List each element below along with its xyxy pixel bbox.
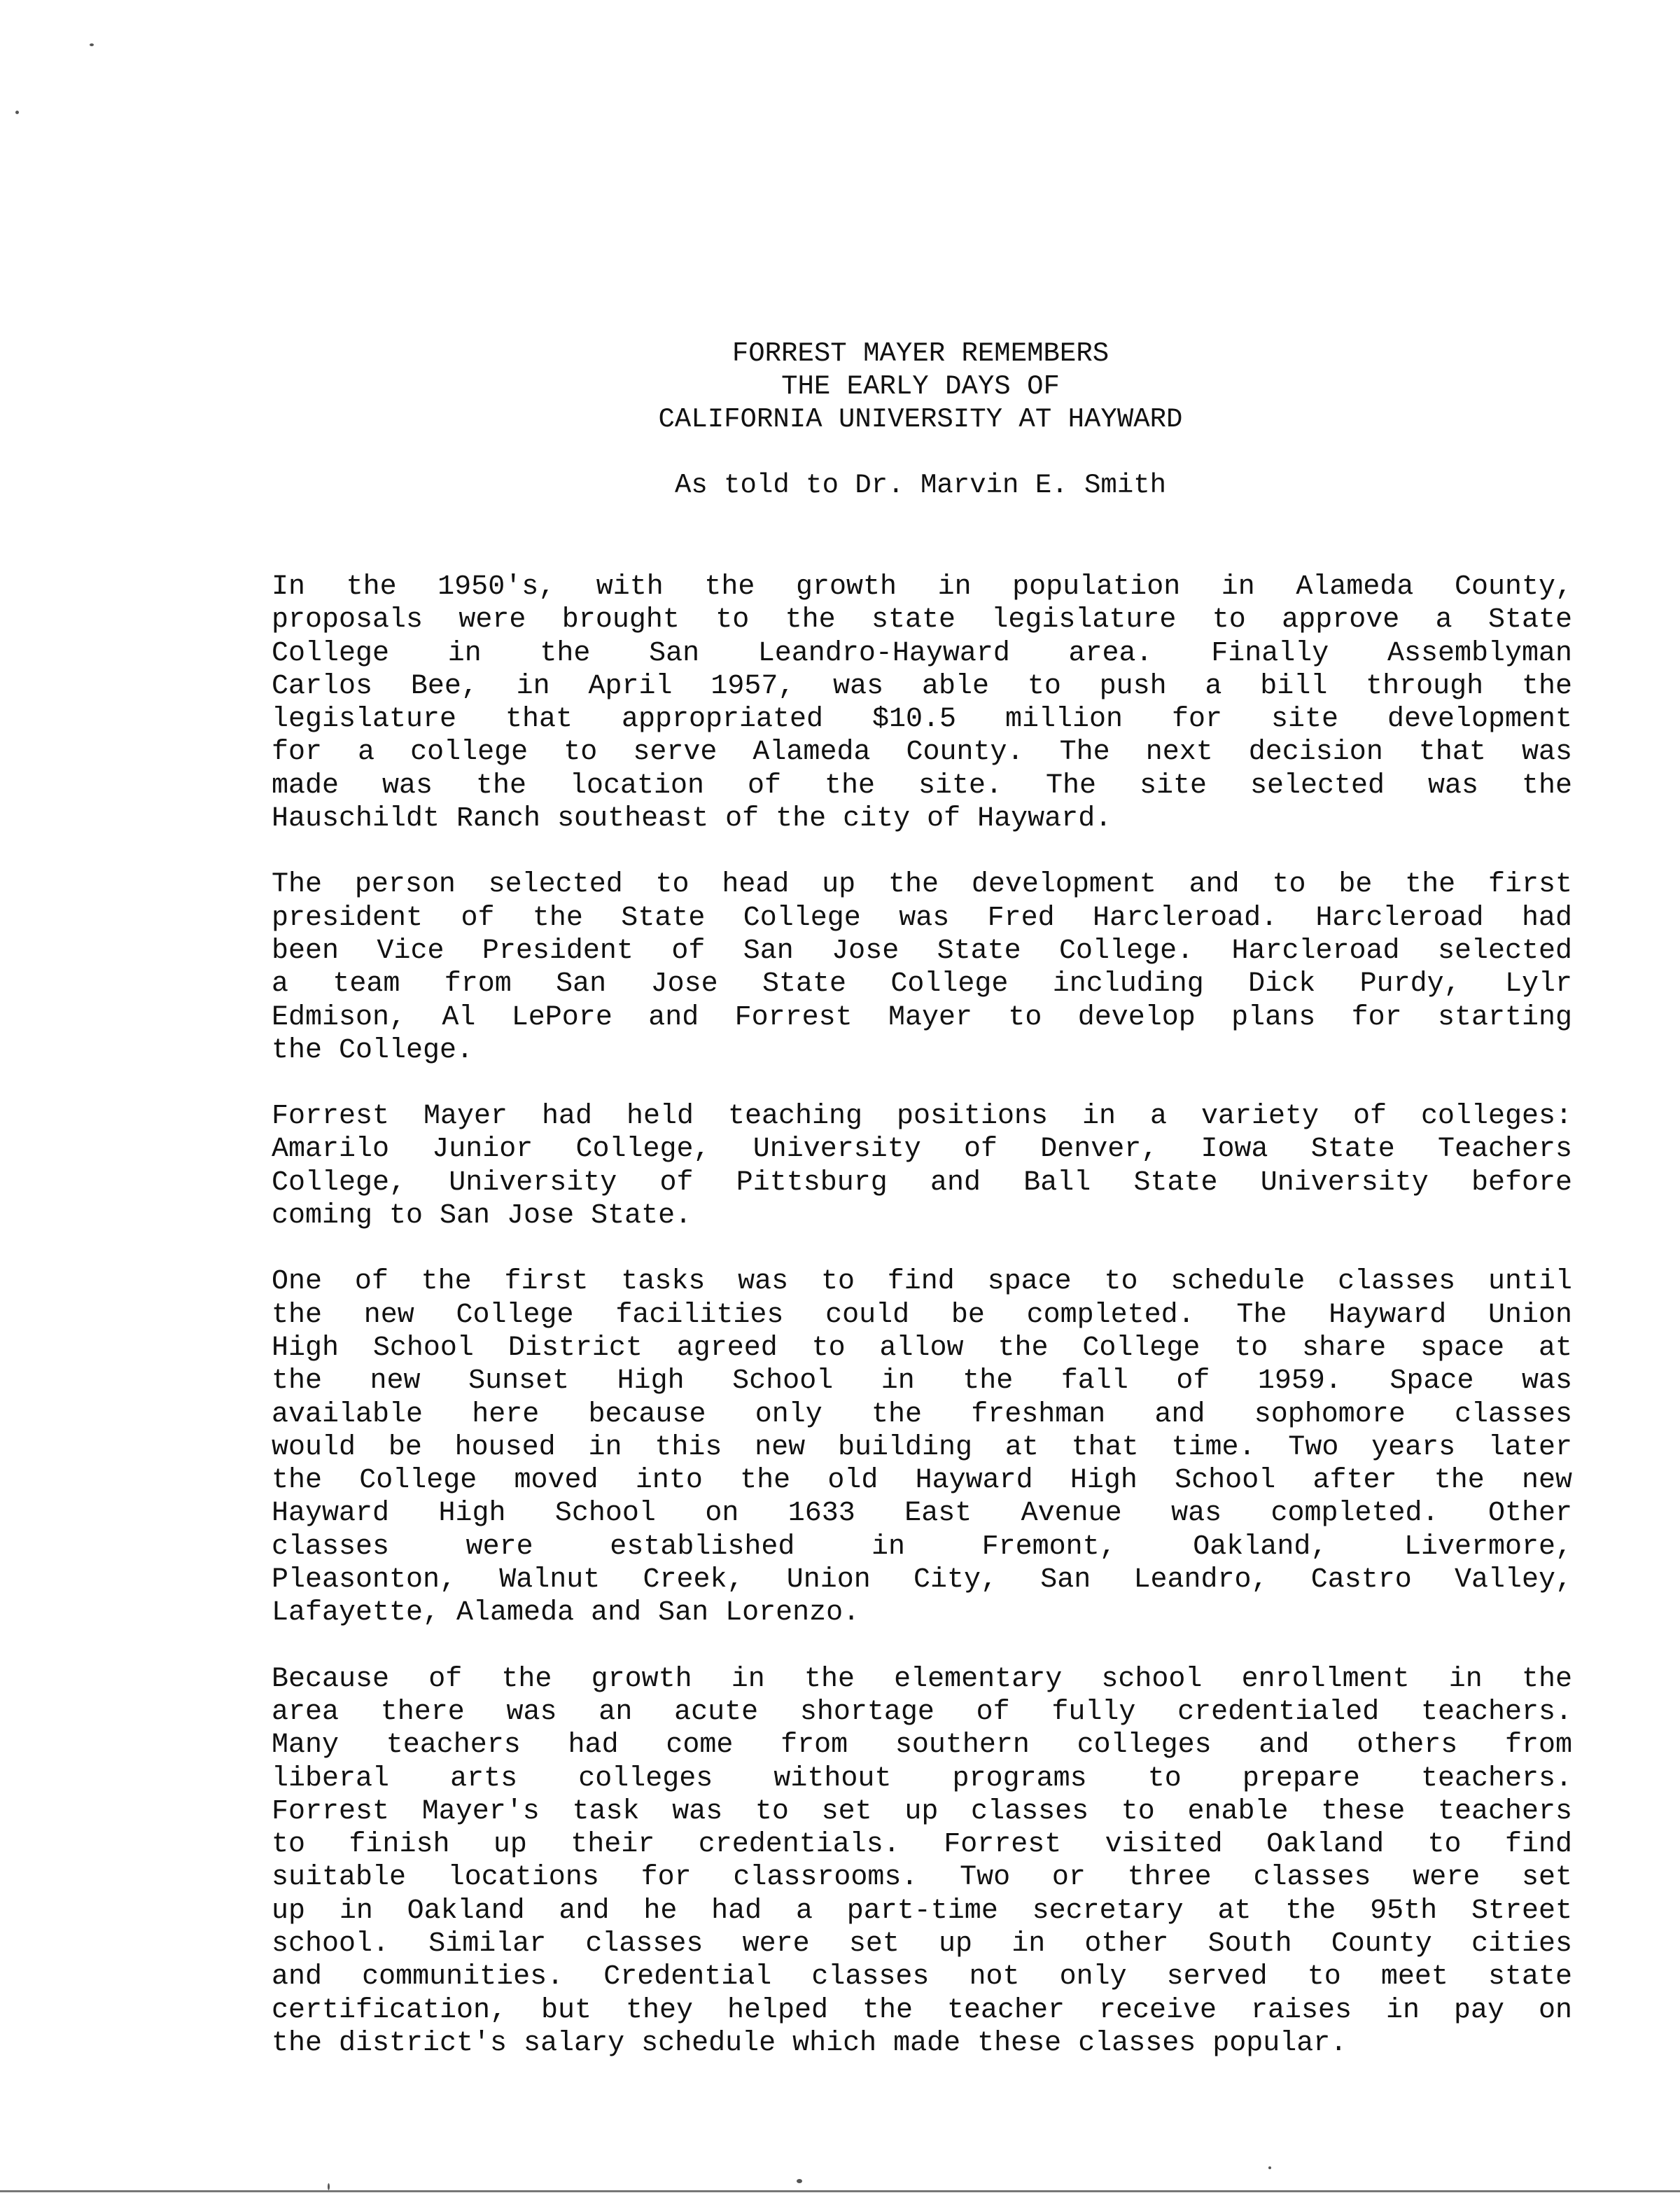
text-line: area there was an acute shortage of fully credentialed teachers. [272,1696,1572,1728]
text-line: certification, but they helped the teacher receive raises in pay on [272,1994,1572,2026]
text-line: the district's salary schedule which made these classes popular. [272,2027,1348,2059]
scan-speck [90,43,94,46]
text-line: up in Oakland and he had a part-time secretary at the 95th Street [272,1895,1572,1927]
text-line: classes were established in Fremont, Oakland, Livermore, [272,1531,1572,1563]
text-line: the new Sunset High School in the fall of 1959. Space was [272,1365,1572,1398]
text-line: made was the location of the site. The site selected was the [272,770,1572,802]
text-line: the College moved into the old Hayward High School after the new [272,1465,1572,1497]
text-line: would be housed in this new building at that time. Two years later [272,1431,1572,1463]
text-line: The person selected to head up the development and to be the first [272,869,1572,901]
paragraph-4 [272,1265,1572,1629]
text-line: Carlos Bee, in April 1957, was able to push a bill through the [272,670,1572,702]
scan-speck [1268,2166,1271,2169]
paragraph-1 [272,571,1572,835]
text-line: Hayward High School on 1633 East Avenue was completed. Other [272,1498,1572,1530]
text-line: president of the State College was Fred Harcleroad. Harcleroad had [272,902,1572,934]
text-line: the new College facilities could be completed. The Hayward Union [272,1299,1572,1331]
text-line: Lafayette, Alameda and San Lorenzo. [272,1597,860,1629]
text-line: been Vice President of San Jose State College. Harcleroad selected [272,935,1572,967]
text-line: a team from San Jose State College including Dick Purdy, Lylr [272,968,1572,1001]
scan-speck [797,2179,802,2183]
title-line-1: FORREST MAYER REMEMBERS [732,338,1110,369]
scan-speck [328,2183,330,2190]
text-line: suitable locations for classrooms. Two or three classes were set [272,1862,1572,1894]
scan-speck [15,111,19,114]
title-line-2: THE EARLY DAYS OF [781,371,1060,402]
text-line: legislature that appropriated $10.5 million for site development [272,704,1572,736]
text-line: Many teachers had come from southern colleges and others from [272,1729,1572,1762]
text-line: Amarilo Junior College, University of Denver, Iowa State Teachers [272,1134,1572,1166]
text-line: and communities. Credential classes not only served to meet state [272,1961,1572,1993]
text-line: for a college to serve Alameda County. The next decision that was [272,737,1572,769]
document-body [272,571,1572,2093]
scan-bottom-edge [0,2190,1680,2192]
byline: As told to Dr. Marvin E. Smith [674,470,1167,501]
text-line: High School District agreed to allow the College to share space at [272,1332,1572,1364]
text-line: liberal arts colleges without programs to prepare teachers. [272,1762,1572,1795]
text-line: Forrest Mayer's task was to set up classes to enable these teachers [272,1795,1572,1827]
paragraph-2 [272,868,1572,1067]
text-line: In the 1950's, with the growth in population in Alameda County, [272,571,1572,603]
document-title [0,337,1680,436]
text-line: proposals were brought to the state legislature to approve a State [272,604,1572,636]
text-line: coming to San Jose State. [272,1200,692,1232]
text-line: the College. [272,1034,474,1066]
text-line: to finish up their credentials. Forrest visited Oakland to find [272,1829,1572,1861]
text-line: Because of the growth in the elementary school enrollment in the [272,1663,1572,1695]
text-line: Forrest Mayer had held teaching positions in a variety of colleges: [272,1101,1572,1133]
paragraph-3 [272,1100,1572,1232]
text-line: school. Similar classes were set up in other South County cities [272,1928,1572,1960]
paragraph-5 [272,1663,1572,2061]
text-line: Pleasonton, Walnut Creek, Union City, San Leandro, Castro Valley, [272,1564,1572,1596]
text-line: Edmison, Al LePore and Forrest Mayer to develop plans for starting [272,1001,1572,1033]
title-line-3: CALIFORNIA UNIVERSITY AT HAYWARD [658,404,1183,435]
text-line: available here because only the freshman and sophomore classes [272,1398,1572,1430]
text-line: One of the first tasks was to find space to schedule classes until [272,1266,1572,1298]
text-line: Hauschildt Ranch southeast of the city of Hayward. [272,803,1112,835]
text-line: College in the San Leandro-Hayward area. Finally Assemblyman [272,637,1572,669]
text-line: College, University of Pittsburg and Ball State University before [272,1167,1572,1199]
